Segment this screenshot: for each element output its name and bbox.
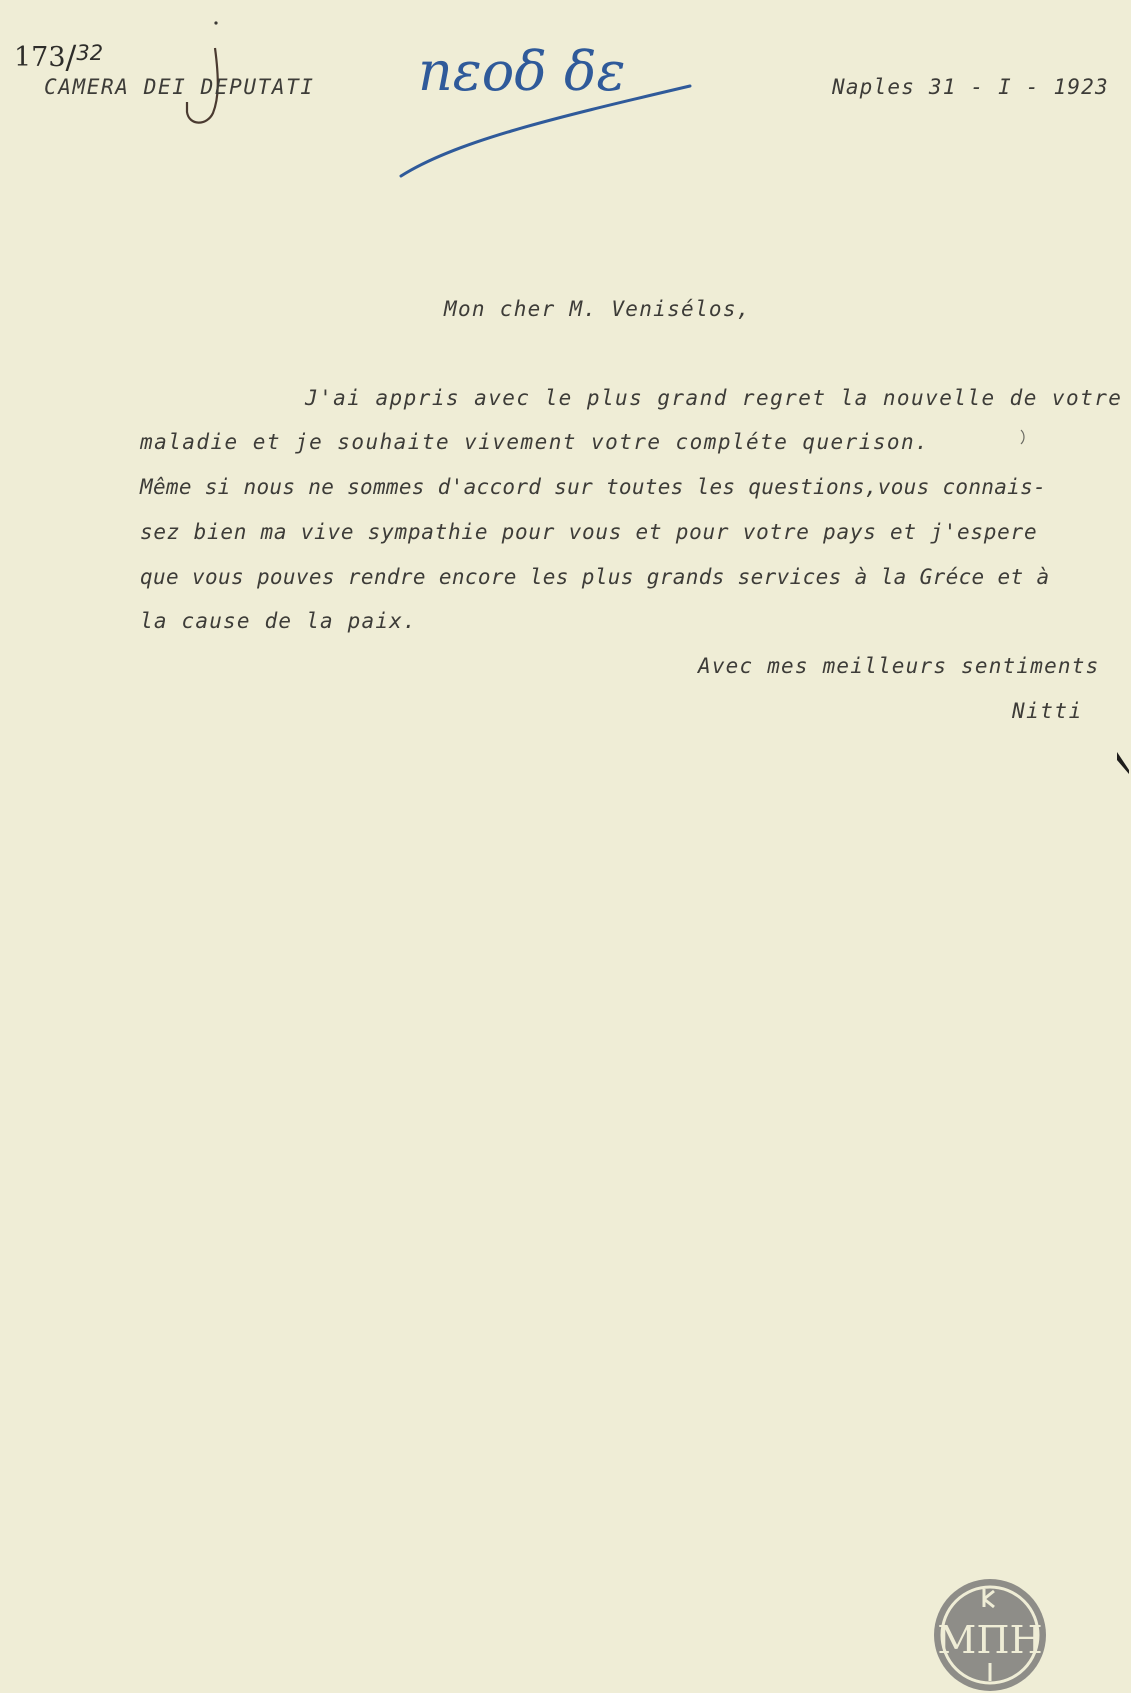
dateline: Naples 31 - I - 1923 [832, 75, 1109, 99]
archive-number [14, 36, 103, 74]
archive-number-sub: 32 [76, 41, 104, 65]
archive-number-slash: / [65, 38, 77, 76]
signature: Nitti [1012, 699, 1083, 723]
body-line: maladie et je souhaite vivement votre compléte querison. [140, 430, 930, 454]
body-line: que vous pouves rendre encore les plus grands services à la Gréce et à [140, 565, 1050, 589]
archive-number-main: 173 [14, 42, 66, 73]
annotation-underline [395, 80, 715, 190]
body-line: la cause de la paix. [140, 609, 417, 633]
body-line: Même si nous ne sommes d'accord sur toutes les questions,vous connais- [140, 475, 1047, 499]
body-line: J'ai appris avec le plus grand regret la nouvelle de votre [305, 386, 1123, 410]
archive-stamp [932, 1577, 1048, 1693]
letterhead: CAMERA DEI DEPUTATI [44, 75, 315, 99]
handwritten-annotation: nεοδ δε [418, 40, 626, 103]
edge-tab-mark [1117, 752, 1131, 782]
body-line: sez bien ma vive sympathie pour vous et pour votre pays et j'espere [140, 520, 1038, 544]
stray-mark [1018, 428, 1028, 448]
salutation: Mon cher M. Venisélos, [444, 297, 751, 321]
stamp-text: ΜΠΗ [937, 1618, 1043, 1662]
closing: Avec mes meilleurs sentiments [698, 654, 1100, 678]
